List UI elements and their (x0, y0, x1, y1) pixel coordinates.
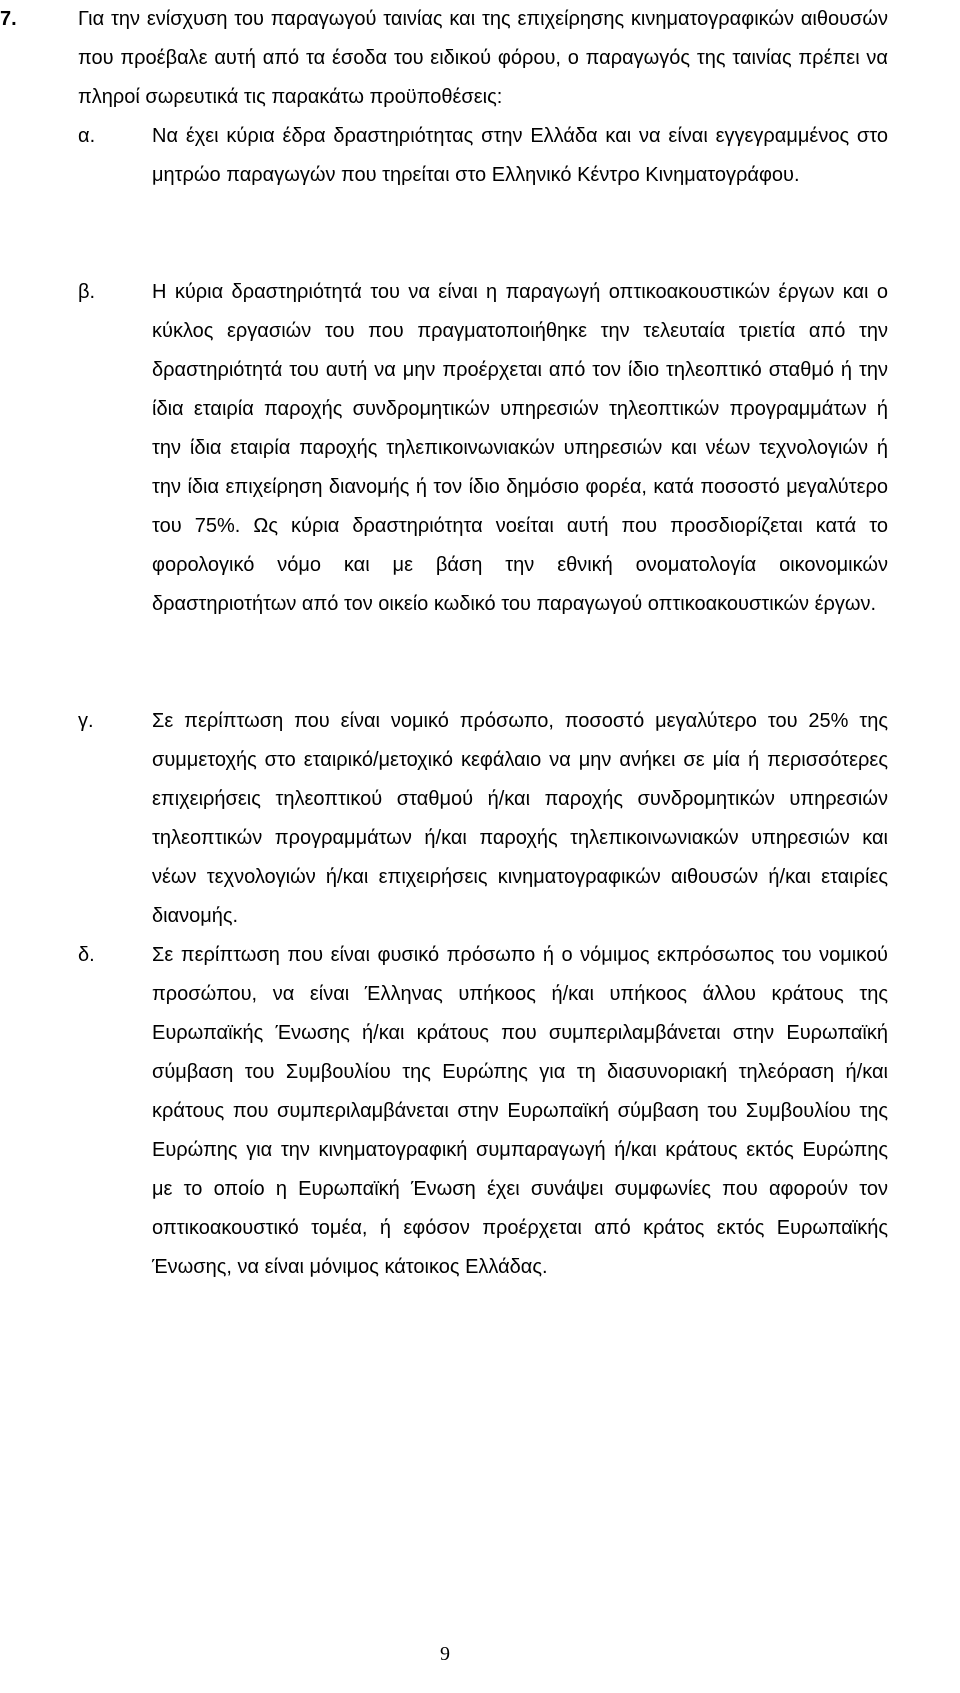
condition-text: Η κύρια δραστηριότητά του να είναι η παραγωγή οπτικοακουστικών έργων και ο κύκλος εργασιών του που πραγματοποιήθηκε την τελευταία τριετία από την δραστηριότητά του αυτή να μην προέρχεται από τον ίδιο τηλεοπτικό σταθμό ή την ίδια εταιρία παροχής συνδρομητικών υπηρεσιών τηλεοπτικών προγραμμάτων ή την ίδια εταιρία παροχής τηλεπικοινωνιακών υπηρεσιών και νέων τεχνολογιών ή την ίδια επιχείρηση διανομής ή τον ίδιο δημόσιο φορέα, κατά ποσοστό μεγαλύτερο του 75%. Ως κύρια δραστηριότητα νοείται αυτή που προσδιορίζεται κατά το φορολογικό νόμο και με βάση την εθνική ονοματολογία οικονομικών δραστηριοτήτων από τον οικείο κωδικό του παραγωγού οπτικοακουστικών έργων. (152, 281, 888, 615)
condition-d (78, 936, 888, 1287)
condition-text: Σε περίπτωση που είναι φυσικό πρόσωπο ή ο νόμιμος εκπρόσωπος του νομικού προσώπου, να είναι Έλληνας υπήκοος ή/και υπήκοος άλλου κράτους της Ευρωπαϊκής Ένωσης ή/και κράτους που συμπεριλαμβάνεται στην Ευρωπαϊκή σύμβαση του Συμβουλίου της Ευρώπης για τη διασυνοριακή τηλεόραση ή/και κράτους που συμπεριλαμβάνεται στην Ευρωπαϊκή σύμβαση του Συμβουλίου της Ευρώπης για την κινηματογραφική συμπαραγωγή ή/και κράτους εκτός Ευρώπης με το οποίο η Ευρωπαϊκή Ένωση έχει συνάψει συμφωνίες που αφορούν τον οπτικοακουστικό τομέα, ή εφόσον προέρχεται από κράτος εκτός Ευρωπαϊκής Ένωσης, να είναι μόνιμος κάτοικος Ελλάδας. (152, 944, 888, 1278)
condition-marker: β. (78, 281, 96, 303)
page-number: 9 (440, 1643, 450, 1665)
condition-text: Σε περίπτωση που είναι νομικό πρόσωπο, ποσοστό μεγαλύτερο του 25% της συμμετοχής στο εταιρικό/μετοχικό κεφάλαιο να μην ανήκει σε μία ή περισσότερες επιχειρήσεις τηλεοπτικού σταθμού ή/και παροχής συνδρομητικών υπηρεσιών τηλεοπτικών προγραμμάτων ή/και παροχής τηλεπικοινωνιακών υπηρεσιών και νέων τεχνολογιών ή/και επιχειρήσεις κινηματογραφικών αιθουσών ή/και εταιρίες διανομής. (152, 710, 888, 927)
condition-marker: γ. (78, 710, 94, 732)
condition-a (78, 117, 888, 195)
condition-text: Να έχει κύρια έδρα δραστηριότητας στην Ελλάδα και να είναι εγγεγραμμένος στο μητρώο παραγωγών που τηρείται στο Ελληνικό Κέντρο Κινηματογράφου. (152, 125, 888, 186)
article-number: 7. (0, 8, 17, 30)
condition-c (78, 702, 888, 936)
condition-marker: α. (78, 125, 96, 147)
condition-b (78, 273, 888, 624)
condition-marker: δ. (78, 944, 95, 966)
article-intro: Για την ενίσχυση του παραγωγού ταινίας και της επιχείρησης κινηματογραφικών αιθουσών που προέβαλε αυτή από τα έσοδα του ειδικού φόρου, ο παραγωγός της ταινίας πρέπει να πληροί σωρευτικά τις παρακάτω προϋποθέσεις: (78, 8, 888, 108)
